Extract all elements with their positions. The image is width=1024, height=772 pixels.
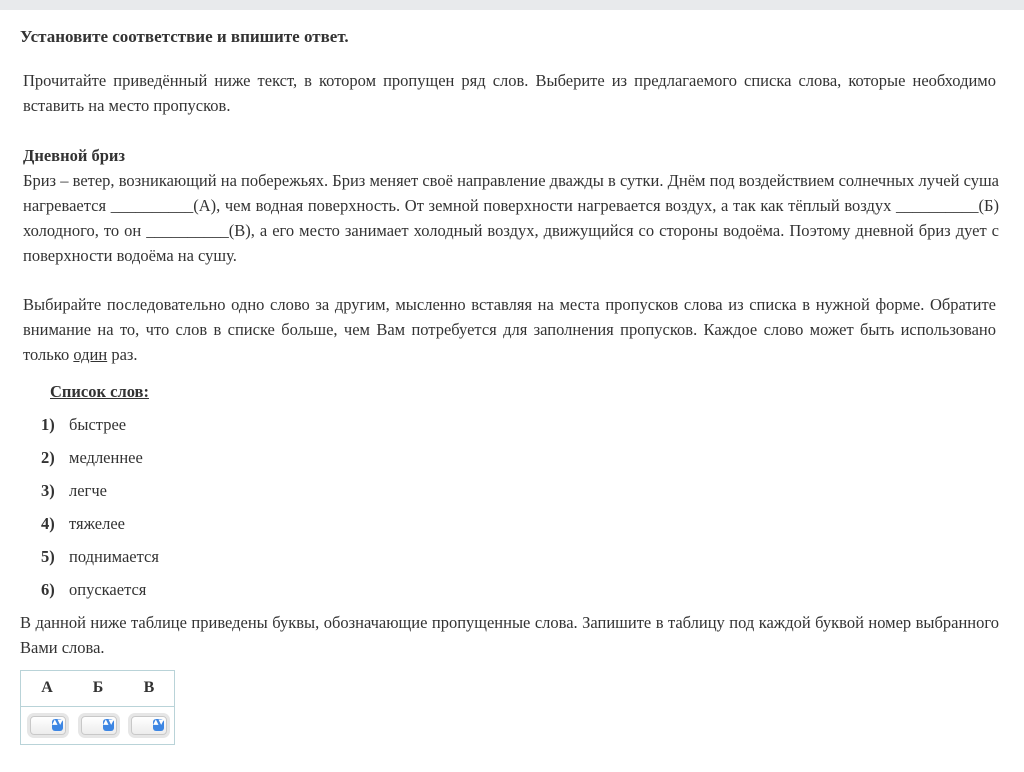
chevron-updown-icon: ▲▼ (103, 719, 114, 731)
top-bar (0, 0, 1024, 10)
instruction-part-2: раз. (107, 345, 138, 364)
gap-b: __________(Б) (896, 196, 999, 215)
instruction-emphasis: один (73, 345, 108, 364)
text-paragraph (23, 168, 999, 268)
word-item-1 (41, 412, 126, 437)
intro-paragraph: Прочитайте приведённый ниже текст, в котором пропущен ряд слов. Выберите из предлагаемого списка слова, которые необходимо вставить на место пропусков. (23, 71, 996, 115)
word-number: 3) (41, 481, 55, 500)
word-item-2 (41, 445, 143, 470)
text-sentence-1: Бриз – ветер, возникающий на побережьях. Бриз меняет своё направление дважды в сутки. Днём под воздействием солнечных лучей суша нагревается (23, 171, 999, 215)
chevron-updown-icon: ▲▼ (52, 719, 63, 731)
task-title: Установите соответствие и впишите ответ. (20, 27, 349, 46)
word-number: 2) (41, 448, 55, 467)
answer-select-a[interactable] (30, 716, 66, 735)
word-text: легче (69, 481, 107, 500)
answer-table (20, 670, 175, 745)
answer-select-b[interactable] (81, 716, 117, 735)
gap-c: __________(В) (146, 221, 251, 240)
header-c: В (143, 679, 155, 696)
word-item-3 (41, 478, 107, 503)
text-sentence-3: холодного, то он (23, 221, 147, 240)
text-sentence-4: , а его место занимает холодный воздух, движущийся со стороны водоёма. Поэтому дневной бриз дует с поверхности водоёма на сушу. (23, 221, 999, 265)
instruction-part-1: Выбирайте последовательно одно слово за другим, мысленно вставляя на места пропусков слова из списка в нужной форме. Обратите внимание на то, что слов в списке больше, чем Вам потребуется для заполнения пропусков. Каждое слово может быть использовано только (23, 295, 996, 364)
word-text: медленнее (69, 448, 143, 467)
header-b: Б (92, 679, 104, 696)
word-item-5 (41, 544, 159, 569)
text-title: Дневной бриз (23, 146, 126, 165)
text-sentence-2: , чем водная поверхность. От земной поверхности нагревается воздух, а так как тёплый воздух (216, 196, 897, 215)
chevron-updown-icon: ▲▼ (153, 719, 164, 731)
word-number: 5) (41, 547, 55, 566)
header-a: А (41, 679, 53, 696)
word-number: 4) (41, 514, 55, 533)
word-text: быстрее (69, 415, 127, 434)
word-text: тяжелее (69, 514, 125, 533)
word-item-6 (41, 577, 146, 602)
word-number: 1) (41, 415, 55, 434)
word-list-title: Список слов: (50, 382, 149, 401)
word-text: опускается (69, 580, 147, 599)
answer-select-c[interactable] (131, 716, 167, 735)
table-instruction: В данной ниже таблице приведены буквы, обозначающие пропущенные слова. Запишите в таблицу под каждой буквой номер выбранного Вами слова. (20, 613, 999, 657)
word-number: 6) (41, 580, 55, 599)
word-item-4 (41, 511, 125, 536)
instruction-paragraph (23, 292, 996, 367)
word-text: поднимается (69, 547, 159, 566)
gap-a: __________(А) (110, 196, 217, 215)
answer-table-header (21, 671, 174, 707)
